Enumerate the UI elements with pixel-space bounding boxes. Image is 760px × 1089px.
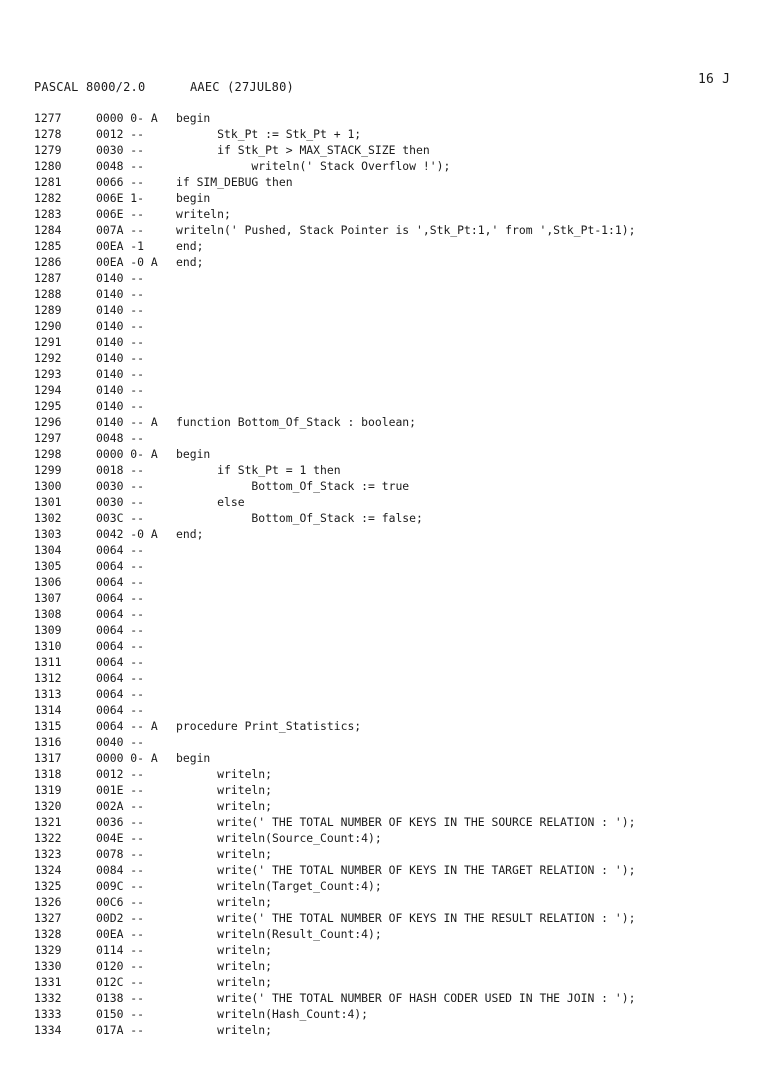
line-number: 1281 [34, 175, 62, 189]
listing-line [34, 622, 754, 638]
listing-line [34, 814, 754, 830]
source-code: writeln(' Pushed, Stack Pointer is ',Stk_Pt:1,' from ',Stk_Pt-1:1); [176, 223, 636, 237]
listing-line [34, 526, 754, 542]
address-column: 0030 -- [96, 495, 145, 509]
source-code: write(' THE TOTAL NUMBER OF KEYS IN THE RESULT RELATION : '); [176, 911, 636, 925]
listing-line [34, 414, 754, 430]
listing-line [34, 286, 754, 302]
line-number: 1321 [34, 815, 62, 829]
listing-line [34, 990, 754, 1006]
listing-line [34, 542, 754, 558]
address-column: 0140 -- [96, 367, 145, 381]
listing-line [34, 270, 754, 286]
line-number: 1318 [34, 767, 62, 781]
address-column: 0012 -- [96, 767, 145, 781]
line-number: 1331 [34, 975, 62, 989]
line-number: 1300 [34, 479, 62, 493]
listing-line [34, 878, 754, 894]
line-number: 1289 [34, 303, 62, 317]
listing-line [34, 510, 754, 526]
address-column: 0140 -- A [96, 415, 158, 429]
address-column: 009C -- [96, 879, 145, 893]
source-code: writeln(' Stack Overflow !'); [176, 159, 451, 173]
address-column: 0000 0- A [96, 447, 158, 461]
listing-line [34, 862, 754, 878]
line-number: 1328 [34, 927, 62, 941]
line-number: 1325 [34, 879, 62, 893]
listing-line [34, 1006, 754, 1022]
line-number: 1326 [34, 895, 62, 909]
listing-line [34, 462, 754, 478]
line-number: 1287 [34, 271, 62, 285]
line-number: 1309 [34, 623, 62, 637]
address-column: 0114 -- [96, 943, 145, 957]
listing-line [34, 302, 754, 318]
listing-line [34, 910, 754, 926]
address-column: 0048 -- [96, 159, 145, 173]
line-number: 1279 [34, 143, 62, 157]
address-column: 003C -- [96, 511, 145, 525]
address-column: 0140 -- [96, 271, 145, 285]
source-code: writeln(Hash_Count:4); [176, 1007, 369, 1021]
source-code: writeln; [176, 975, 273, 989]
listing-line [34, 830, 754, 846]
address-column: 0064 -- [96, 687, 145, 701]
listing-line [34, 478, 754, 494]
listing-line [34, 222, 754, 238]
listing-line [34, 190, 754, 206]
listing-line [34, 254, 754, 270]
address-column: 0140 -- [96, 287, 145, 301]
line-number: 1286 [34, 255, 62, 269]
line-number: 1299 [34, 463, 62, 477]
listing-line [34, 654, 754, 670]
address-column: 00EA -- [96, 927, 145, 941]
line-number: 1298 [34, 447, 62, 461]
address-column: 0140 -- [96, 351, 145, 365]
address-column: 0120 -- [96, 959, 145, 973]
address-column: 0042 -0 A [96, 527, 158, 541]
listing-line [34, 238, 754, 254]
line-number: 1306 [34, 575, 62, 589]
listing-line [34, 174, 754, 190]
address-column: 0064 -- [96, 607, 145, 621]
address-column: 006E 1- [96, 191, 145, 205]
source-code: Stk_Pt := Stk_Pt + 1; [176, 127, 362, 141]
source-code: writeln; [176, 847, 273, 861]
address-column: 0064 -- [96, 703, 145, 717]
address-column: 0066 -- [96, 175, 145, 189]
source-code: writeln; [176, 959, 273, 973]
source-code: begin [176, 191, 211, 205]
listing-line [34, 750, 754, 766]
address-column: 0140 -- [96, 319, 145, 333]
listing-line [34, 126, 754, 142]
line-number: 1334 [34, 1023, 62, 1037]
line-number: 1314 [34, 703, 62, 717]
source-code: writeln; [176, 767, 273, 781]
code-listing [34, 110, 754, 1038]
line-number: 1322 [34, 831, 62, 845]
address-column: 0040 -- [96, 735, 145, 749]
address-column: 0012 -- [96, 127, 145, 141]
listing-line [34, 142, 754, 158]
source-code: writeln; [176, 895, 273, 909]
listing-subtitle: AAEC (27JUL80) [190, 80, 294, 94]
listing-title: PASCAL 8000/2.0 [34, 80, 146, 94]
listing-line [34, 798, 754, 814]
line-number: 1302 [34, 511, 62, 525]
address-column: 0064 -- [96, 623, 145, 637]
listing-line [34, 158, 754, 174]
source-code: writeln; [176, 943, 273, 957]
listing-line [34, 1022, 754, 1038]
address-column: 0140 -- [96, 399, 145, 413]
page-number: 16 J [698, 72, 731, 87]
source-code: write(' THE TOTAL NUMBER OF KEYS IN THE TARGET RELATION : '); [176, 863, 636, 877]
source-code: write(' THE TOTAL NUMBER OF HASH CODER USED IN THE JOIN : '); [176, 991, 636, 1005]
listing-line [34, 846, 754, 862]
line-number: 1301 [34, 495, 62, 509]
address-column: 0030 -- [96, 479, 145, 493]
listing-line [34, 590, 754, 606]
source-code: if SIM_DEBUG then [176, 175, 293, 189]
line-number: 1283 [34, 207, 62, 221]
address-column: 0064 -- A [96, 719, 158, 733]
listing-line [34, 382, 754, 398]
line-number: 1307 [34, 591, 62, 605]
address-column: 0000 0- A [96, 111, 158, 125]
source-code: Bottom_Of_Stack := true [176, 479, 410, 493]
listing-line [34, 318, 754, 334]
line-number: 1297 [34, 431, 62, 445]
listing-line [34, 734, 754, 750]
line-number: 1284 [34, 223, 62, 237]
listing-line [34, 110, 754, 126]
address-column: 00C6 -- [96, 895, 145, 909]
listing-line [34, 350, 754, 366]
address-column: 0036 -- [96, 815, 145, 829]
line-number: 1285 [34, 239, 62, 253]
line-number: 1313 [34, 687, 62, 701]
address-column: 0138 -- [96, 991, 145, 1005]
listing-line [34, 494, 754, 510]
line-number: 1316 [34, 735, 62, 749]
source-code: writeln; [176, 207, 231, 221]
line-number: 1278 [34, 127, 62, 141]
listing-line [34, 398, 754, 414]
listing-line [34, 574, 754, 590]
source-code: begin [176, 447, 211, 461]
source-code: procedure Print_Statistics; [176, 719, 362, 733]
listing-line [34, 974, 754, 990]
source-code: writeln; [176, 783, 273, 797]
line-number: 1282 [34, 191, 62, 205]
address-column: 00D2 -- [96, 911, 145, 925]
line-number: 1311 [34, 655, 62, 669]
line-number: 1296 [34, 415, 62, 429]
line-number: 1323 [34, 847, 62, 861]
address-column: 0064 -- [96, 559, 145, 573]
listing-line [34, 430, 754, 446]
line-number: 1320 [34, 799, 62, 813]
address-column: 0048 -- [96, 431, 145, 445]
listing-line [34, 638, 754, 654]
listing-line [34, 702, 754, 718]
address-column: 00EA -1 [96, 239, 145, 253]
line-number: 1305 [34, 559, 62, 573]
listing-line [34, 782, 754, 798]
source-code: Bottom_Of_Stack := false; [176, 511, 423, 525]
source-code: end; [176, 255, 204, 269]
address-column: 007A -- [96, 223, 145, 237]
listing-line [34, 670, 754, 686]
address-column: 0018 -- [96, 463, 145, 477]
source-code: end; [176, 239, 204, 253]
address-column: 006E -- [96, 207, 145, 221]
line-number: 1332 [34, 991, 62, 1005]
address-column: 002A -- [96, 799, 145, 813]
source-code: else [176, 495, 245, 509]
listing-line [34, 558, 754, 574]
line-number: 1295 [34, 399, 62, 413]
address-column: 001E -- [96, 783, 145, 797]
listing-line [34, 894, 754, 910]
listing-line [34, 686, 754, 702]
line-number: 1329 [34, 943, 62, 957]
source-code: begin [176, 111, 211, 125]
listing-line [34, 926, 754, 942]
line-number: 1324 [34, 863, 62, 877]
source-code: writeln; [176, 1023, 273, 1037]
source-code: function Bottom_Of_Stack : boolean; [176, 415, 417, 429]
source-code: end; [176, 527, 204, 541]
line-number: 1319 [34, 783, 62, 797]
line-number: 1308 [34, 607, 62, 621]
line-number: 1330 [34, 959, 62, 973]
line-number: 1312 [34, 671, 62, 685]
address-column: 0064 -- [96, 591, 145, 605]
line-number: 1327 [34, 911, 62, 925]
line-number: 1293 [34, 367, 62, 381]
line-number: 1317 [34, 751, 62, 765]
address-column: 012C -- [96, 975, 145, 989]
line-number: 1280 [34, 159, 62, 173]
source-code: writeln(Target_Count:4); [176, 879, 382, 893]
address-column: 0140 -- [96, 303, 145, 317]
address-column: 0084 -- [96, 863, 145, 877]
line-number: 1277 [34, 111, 62, 125]
line-number: 1315 [34, 719, 62, 733]
address-column: 0078 -- [96, 847, 145, 861]
source-code: write(' THE TOTAL NUMBER OF KEYS IN THE SOURCE RELATION : '); [176, 815, 636, 829]
source-code: writeln; [176, 799, 273, 813]
address-column: 004E -- [96, 831, 145, 845]
listing-line [34, 446, 754, 462]
address-column: 0064 -- [96, 639, 145, 653]
address-column: 00EA -0 A [96, 255, 158, 269]
address-column: 0140 -- [96, 383, 145, 397]
listing-line [34, 942, 754, 958]
listing-line [34, 606, 754, 622]
line-number: 1288 [34, 287, 62, 301]
source-code: begin [176, 751, 211, 765]
line-number: 1303 [34, 527, 62, 541]
listing-line [34, 958, 754, 974]
address-column: 0140 -- [96, 335, 145, 349]
line-number: 1333 [34, 1007, 62, 1021]
line-number: 1291 [34, 335, 62, 349]
line-number: 1304 [34, 543, 62, 557]
address-column: 0064 -- [96, 671, 145, 685]
listing-line [34, 718, 754, 734]
line-number: 1290 [34, 319, 62, 333]
source-code: if Stk_Pt > MAX_STACK_SIZE then [176, 143, 430, 157]
line-number: 1292 [34, 351, 62, 365]
line-number: 1294 [34, 383, 62, 397]
listing-line [34, 766, 754, 782]
source-code: if Stk_Pt = 1 then [176, 463, 341, 477]
line-number: 1310 [34, 639, 62, 653]
address-column: 0030 -- [96, 143, 145, 157]
listing-line [34, 206, 754, 222]
address-column: 017A -- [96, 1023, 145, 1037]
address-column: 0150 -- [96, 1007, 145, 1021]
listing-line [34, 334, 754, 350]
address-column: 0064 -- [96, 543, 145, 557]
address-column: 0064 -- [96, 575, 145, 589]
listing-line [34, 366, 754, 382]
source-code: writeln(Source_Count:4); [176, 831, 382, 845]
address-column: 0064 -- [96, 655, 145, 669]
address-column: 0000 0- A [96, 751, 158, 765]
source-code: writeln(Result_Count:4); [176, 927, 382, 941]
